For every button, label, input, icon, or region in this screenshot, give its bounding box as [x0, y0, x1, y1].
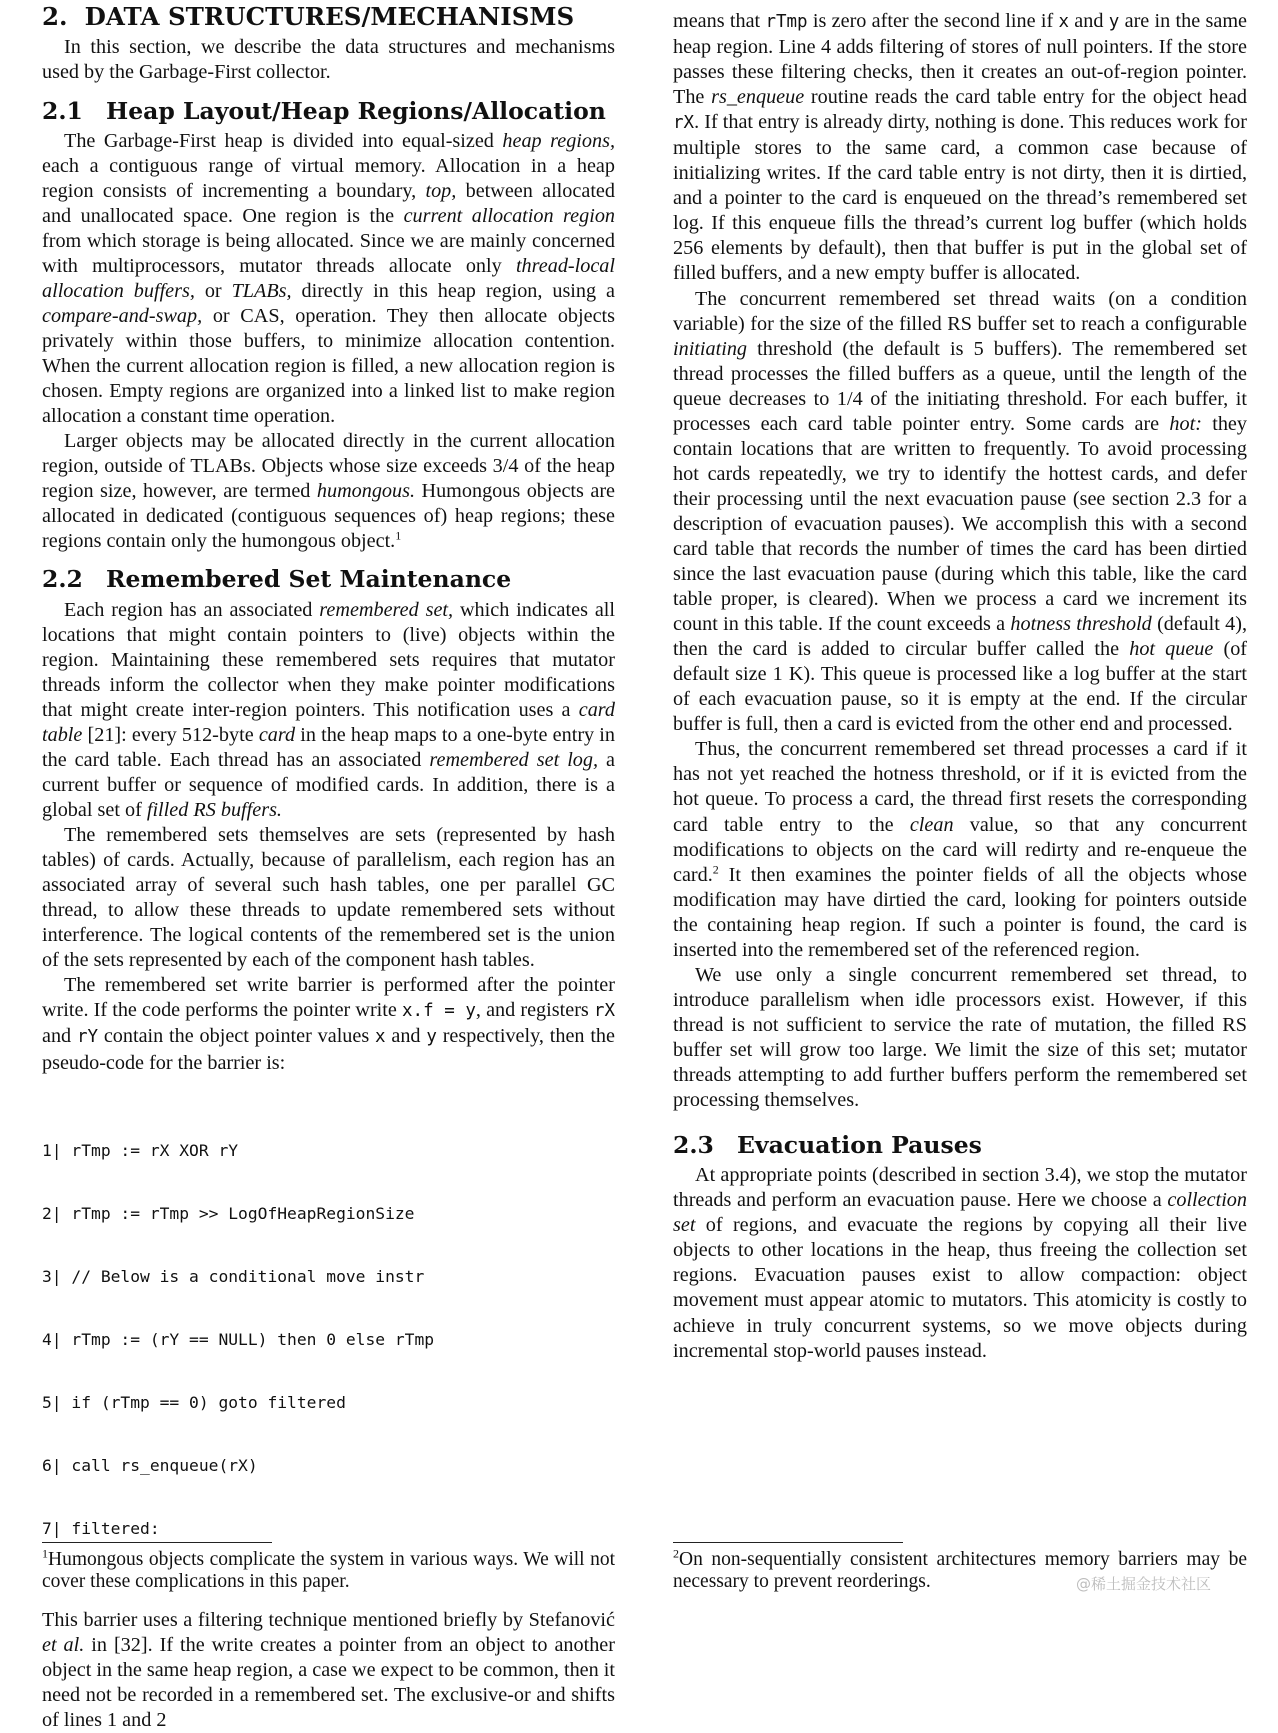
footnote-1: $^1$Humongous objects complicate the system in various ways. We will not cover these complications in this paper.	[42, 1546, 615, 1592]
subsection-title: Remembered Set Maintenance	[106, 565, 512, 594]
barrier-code-listing	[42, 1098, 615, 1581]
left-column	[42, 0, 615, 1733]
code-line: 6| call rs_enqueue(rX)	[42, 1455, 258, 1475]
subsection-heading-2-1	[42, 97, 615, 125]
paragraph-write-barrier: The remembered set write barrier is performed after the pointer write. If the code performs the pointer write x.f = y, and registers rX and rY contain the object pointer values x and y respectively, then the pseudo-code for the barrier is:	[42, 974, 615, 1074]
footnote-divider	[42, 1542, 272, 1543]
paragraph-heap-layout: The Garbage-First heap is divided into equal-sized heap regions, each a contiguous range of virtual memory. Allocation in a heap region consists of incrementing a boundary, top, between allocated and unallocated space. One region is the current allocation region from which storage is being allocated. Since we are mainly concerned with multiprocessors, mutator threads allocate only thread-local allocation buffers, or TLABs, directly in this heap region, using a compare-and-swap, or CAS, operation. They then allocate objects privately within those buffers, to minimize allocation contention. When the current allocation region is filled, a new allocation region is chosen. Empty regions are organized into a linked list to make region allocation a constant time operation.	[42, 129, 616, 428]
footnote-divider	[673, 1542, 903, 1543]
subsection-number: 2.1	[42, 97, 83, 126]
paragraph-rtmp: means that rTmp is zero after the second line if x and y are in the same heap region. Line 4 adds filtering of stores of null pointers. If the store passes these filtering checks, then it creates an out-of-region pointer. The rs_enqueue routine reads the card table entry for the object head rX. If that entry is already dirty, nothing is done. This reduces work for multiple stores to the same card, a common case because of initializing writes. If the card table entry is not dirty, then it is dirtied, and a pointer to the card is enqueued on the thread’s remembered set log. If this enqueue fills the thread’s current log buffer (which holds 256 elements by default), then that buffer is put in the global set of filled buffers, and a new empty buffer is allocated.	[673, 10, 1247, 285]
subsection-title: Evacuation Pauses	[737, 1131, 982, 1160]
paragraph-remembered-set: Each region has an associated remembered set, which indicates all locations that might contain pointers to (live) objects within the region. Maintaining these remembered sets requires that mutator threads inform the collector when they make pointer modifications that might create inter-region pointers. This notification uses a card table [21]: every 512-byte card in the heap maps to a one-byte entry in the card table. Each thread has an associated remembered set log, a current buffer or sequence of modified cards. In addition, there is a global set of filled RS buffers.	[42, 598, 616, 822]
subsection-title: Heap Layout/Heap Regions/Allocation	[106, 97, 606, 126]
code-line: 5| if (rTmp == 0) goto filtered	[42, 1392, 346, 1412]
footnote-mark: 2	[673, 1546, 679, 1561]
paragraph-single-thread: We use only a single concurrent remembered set thread, to introduce parallelism when idle processors exist. However, if this thread is not sufficient to service the rate of mutation, the filled RS buffer set will grow too large. We limit the size of this set; mutator threads attempting to add further buffers perform the remembered set processing themselves.	[673, 963, 1247, 1112]
section-heading	[42, 2, 615, 31]
subsection-heading-2-3	[673, 1131, 1247, 1159]
paragraph-filtering: This barrier uses a filtering technique mentioned briefly by Stefanović et al. in [32]. If the write creates a pointer from an object to another object in the same heap region, a case we expect to be common, then it need not be recorded in a remembered set. The exclusive-or and shifts of lines 1 and 2	[42, 1608, 615, 1731]
footnote-area-left	[42, 1542, 615, 1593]
code-line: 7| filtered:	[42, 1518, 160, 1538]
footnote-2: $^2$On non-sequentially consistent architectures memory barriers may be necessary to prevent reorderings.	[673, 1546, 1247, 1592]
section-number: 2.	[42, 2, 68, 31]
paragraph-hash-tables: The remembered sets themselves are sets (represented by hash tables) of cards. Actually, because of parallelism, each region has an associated array of several such hash tables, one per parallel GC thread, to allow these threads to update remembered sets without interference. The logical contents of the remembered set is the union of the sets represented by each of the component hash tables.	[42, 824, 615, 972]
paragraph-evacuation: At appropriate points (described in section 3.4), we stop the mutator threads and perform an evacuation pause. Here we choose a collection set of regions, and evacuate the regions by copying all their live objects to other locations in the heap, thus freeing the collection set regions. Evacuation pauses exist to allow compaction: object movement must appear atomic to mutators. This atomicity is costly to achieve in truly concurrent systems, so we move objects during incremental stop-world pauses instead.	[673, 1164, 1247, 1362]
subsection-heading-2-2	[42, 565, 615, 593]
code-line: 3| // Below is a conditional move instr	[42, 1266, 425, 1286]
code-line: 4| rTmp := (rY == NULL) then 0 else rTmp	[42, 1329, 435, 1349]
intro-paragraph: In this section, we describe the data structures and mechanisms used by the Garbage-First collector.	[42, 36, 615, 84]
paragraph-concurrent-thread: The concurrent remembered set thread waits (on a condition variable) for the size of the filled RS buffer set to reach a configurable initiating threshold (the default is 5 buffers). The remembered set thread processes the filled buffers as a queue, until the length of the queue decreases to 1/4 of the initiating threshold. For each buffer, it processes each card table pointer entry. Some cards are hot: they contain locations that are written to frequently. To avoid processing hot cards repeatedly, we try to identify the hottest cards, and defer their processing until the next evacuation pause (see section 2.3 for a description of evacuation pauses). We accomplish this with a second card table that records the number of times the card has been dirtied since the last evacuation pause (during which this table, like the card table proper, is cleared). When we process a card we increment its count in this table. If the count exceeds a hotness threshold (default 4), then the card is added to circular buffer called the hot queue (of default size 1 K). This queue is processed like a log buffer at the start of each evacuation pause, so it is empty at the end. If the circular buffer is full, then a card is evicted from the other end and processed.	[673, 287, 1248, 736]
footnote-ref-2[interactable]: 2	[712, 861, 719, 876]
footnote-mark: 1	[42, 1546, 48, 1561]
code-line: 2| rTmp := rTmp >> LogOfHeapRegionSize	[42, 1203, 415, 1223]
subsection-number: 2.3	[673, 1131, 714, 1160]
subsection-number: 2.2	[42, 565, 83, 594]
code-line: 1| rTmp := rX XOR rY	[42, 1140, 239, 1160]
footnote-ref-1[interactable]: 1	[395, 528, 402, 543]
paragraph-card-processing: Thus, the concurrent remembered set thread processes a card if it has not yet reached the hotness threshold, or if it is evicted from the hot queue. To process a card, the thread first resets the corresponding card table entry to the clean value, so that any concurrent modifications to objects on the card will redirty and re-enqueue the card.$^2$ It then examines the pointer fields of all the objects whose modification may have dirtied the card, looking for pointers outside the containing heap region. If such a pointer is found, the card is inserted into the remembered set of the referenced region.	[673, 738, 1247, 961]
watermark-text: @稀土掘金技术社区	[1076, 1575, 1212, 1593]
section-title: DATA STRUCTURES/MECHANISMS	[84, 2, 575, 31]
paragraph-humongous: Larger objects may be allocated directly in the current allocation region, outside of TLABs. Objects whose size exceeds 3/4 of the heap region size, however, are termed humongous. Humongous objects are allocated in dedicated (contiguous sequences of) heap regions; these regions contain only the humongous object.$^1$	[42, 430, 615, 553]
